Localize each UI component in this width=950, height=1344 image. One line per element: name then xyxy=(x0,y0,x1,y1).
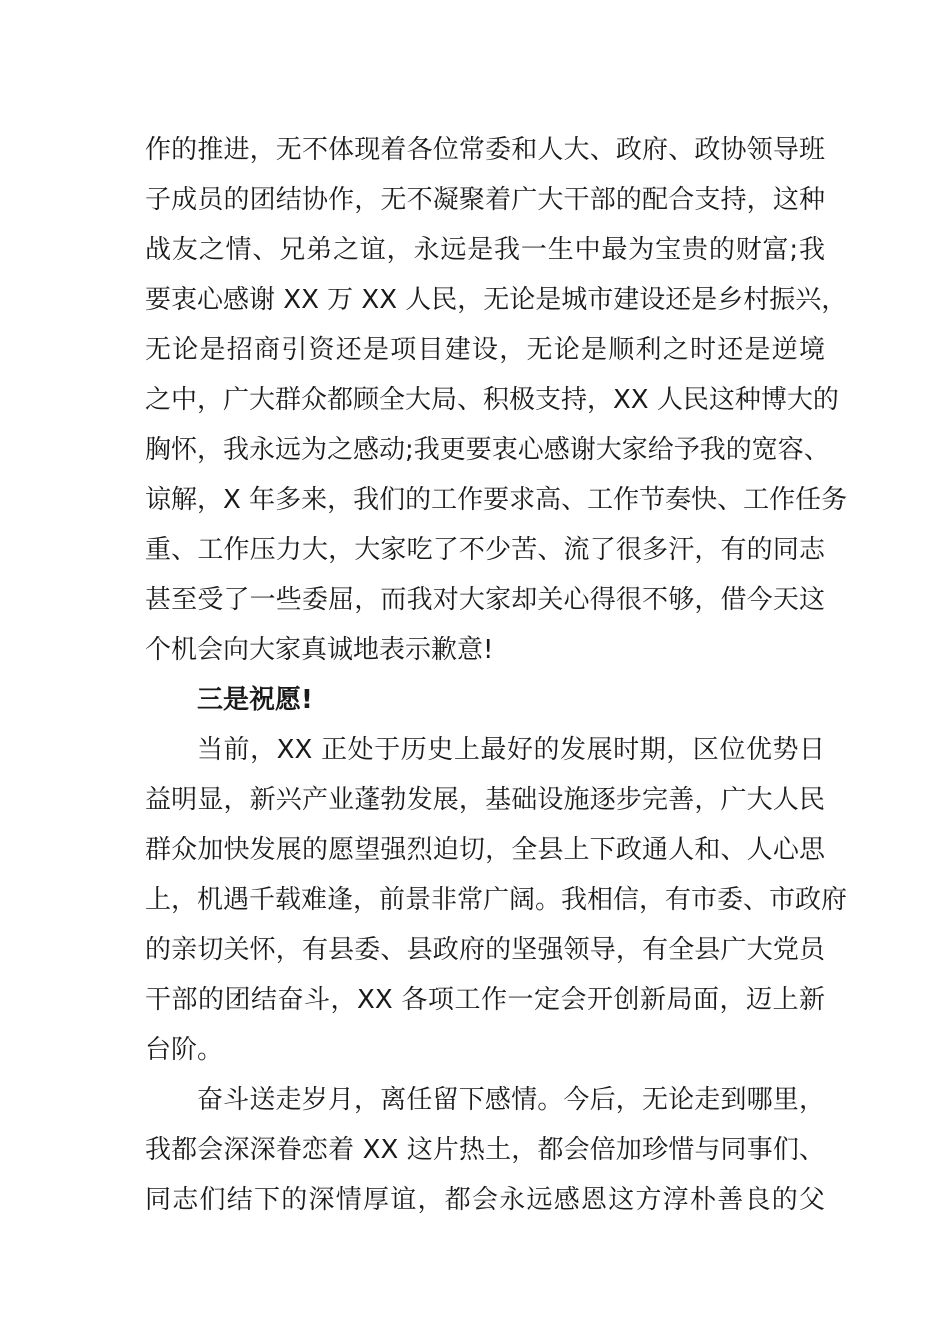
paragraph-1-line-10: 甚至受了一些委屈，而我对大家却关心得很不够，借今天这 xyxy=(145,585,825,615)
paragraph-3-line-1: 奋斗送走岁月，离任留下感情。今后，无论走到哪里， xyxy=(197,1085,825,1115)
paragraph-2-line-1: 当前，XX 正处于历史上最好的发展时期，区位优势日 xyxy=(197,735,825,765)
paragraph-1-line-2: 子成员的团结协作，无不凝聚着广大干部的配合支持，这种 xyxy=(145,185,825,215)
paragraph-1-line-4: 要衷心感谢 XX 万 XX 人民，无论是城市建设还是乡村振兴， xyxy=(145,285,848,315)
paragraph-2-line-3: 群众加快发展的愿望强烈迫切，全县上下政通人和、人心思 xyxy=(145,835,825,865)
paragraph-2-line-4: 上，机遇千载难逢，前景非常广阔。我相信，有市委、市政府 xyxy=(145,885,848,915)
paragraph-3-line-2: 我都会深深眷恋着 XX 这片热土，都会倍加珍惜与同事们、 xyxy=(145,1135,825,1165)
section-heading: 三是祝愿! xyxy=(197,685,313,715)
paragraph-3-line-3: 同志们结下的深情厚谊，都会永远感恩这方淳朴善良的父 xyxy=(145,1185,825,1215)
paragraph-1-line-8: 谅解，X 年多来，我们的工作要求高、工作节奏快、工作任务 xyxy=(145,485,848,515)
paragraph-2-line-6: 干部的团结奋斗，XX 各项工作一定会开创新局面，迈上新 xyxy=(145,985,825,1015)
paragraph-2-line-2: 益明显，新兴产业蓬勃发展，基础设施逐步完善，广大人民 xyxy=(145,785,825,815)
paragraph-2-line-7: 台阶。 xyxy=(145,1035,224,1065)
paragraph-1-line-3: 战友之情、兄弟之谊，永远是我一生中最为宝贵的财富;我 xyxy=(145,235,825,265)
paragraph-2-line-5: 的亲切关怀，有县委、县政府的坚强领导，有全县广大党员 xyxy=(145,935,825,965)
paragraph-1-line-9: 重、工作压力大，大家吃了不少苦、流了很多汗，有的同志 xyxy=(145,535,825,565)
paragraph-1-line-5: 无论是招商引资还是项目建设，无论是顺利之时还是逆境 xyxy=(145,335,825,365)
paragraph-1-line-6: 之中，广大群众都顾全大局、积极支持，XX 人民这种博大的 xyxy=(145,385,839,415)
paragraph-1-line-7: 胸怀，我永远为之感动;我更要衷心感谢大家给予我的宽容、 xyxy=(145,435,830,465)
paragraph-1-line-11: 个机会向大家真诚地表示歉意! xyxy=(145,635,494,665)
paragraph-1-line-1: 作的推进，无不体现着各位常委和人大、政府、政协领导班 xyxy=(145,135,825,165)
